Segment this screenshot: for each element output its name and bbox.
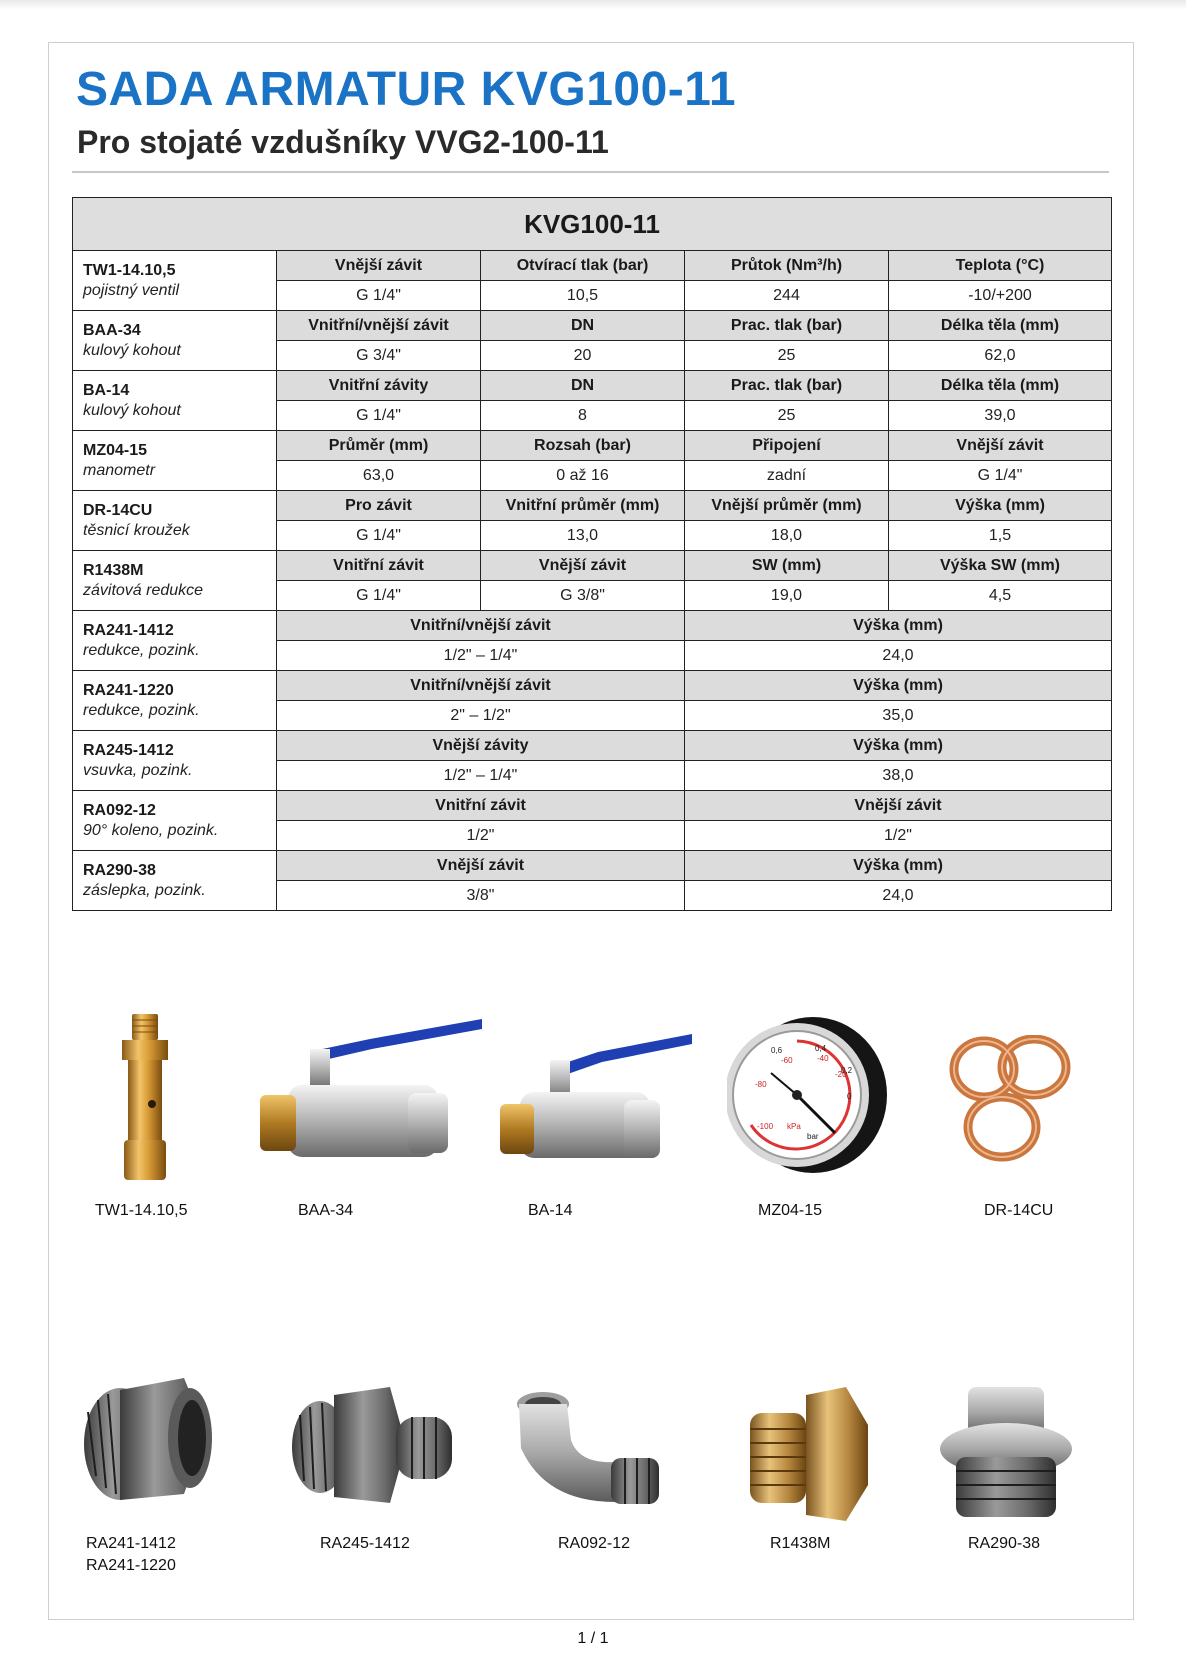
product-manometer [727, 1015, 889, 1177]
item-cell [73, 791, 277, 851]
gauge-tick-0-2: 0,2 [841, 1066, 853, 1075]
value-cell: 39,0 [889, 401, 1112, 431]
item-cell [73, 491, 277, 551]
column-header: Délka těla (mm) [889, 371, 1112, 401]
column-header: Vnější závit [481, 551, 685, 581]
value-cell: 20 [481, 341, 685, 371]
item-code: RA290-38 [83, 861, 156, 879]
value-cell: 10,5 [481, 281, 685, 311]
item-cell [73, 371, 277, 431]
value-cell: 1/2" [685, 821, 1112, 851]
column-header: Délka těla (mm) [889, 311, 1112, 341]
column-header: DN [481, 311, 685, 341]
brass-reducer-icon [746, 1385, 872, 1523]
item-description: manometr [83, 461, 156, 479]
product-reducer-r1438m [746, 1385, 872, 1523]
value-cell: 38,0 [685, 761, 1112, 791]
item-code: TW1-14.10,5 [83, 261, 176, 279]
column-header: Průměr (mm) [277, 431, 481, 461]
item-cell [73, 611, 277, 671]
product-reducer-ra241 [80, 1372, 214, 1512]
value-cell: 24,0 [685, 881, 1112, 911]
value-cell: G 1/4" [277, 281, 481, 311]
table-row [73, 371, 1112, 401]
value-cell: 18,0 [685, 521, 889, 551]
column-header: Vnější závit [685, 791, 1112, 821]
item-description: těsnicí kroužek [83, 521, 190, 539]
gauge-unit-kpa: kPa [787, 1122, 801, 1131]
column-header: DN [481, 371, 685, 401]
column-header: Výška (mm) [889, 491, 1112, 521]
column-header: Výška (mm) [685, 671, 1112, 701]
item-code: DR-14CU [83, 501, 153, 519]
table-row [73, 611, 1112, 641]
value-cell: 63,0 [277, 461, 481, 491]
column-header: Prac. tlak (bar) [685, 311, 889, 341]
column-header: Vnitřní závit [277, 551, 481, 581]
item-description: kulový kohout [83, 401, 181, 419]
gauge-tick-0-6: 0,6 [771, 1046, 783, 1055]
product-label-dr14: DR-14CU [984, 1202, 1054, 1219]
column-header: Pro závit [277, 491, 481, 521]
gauge-tick-60: -60 [781, 1056, 793, 1065]
value-cell: 25 [685, 341, 889, 371]
column-header: Rozsah (bar) [481, 431, 685, 461]
item-cell [73, 311, 277, 371]
table-caption: KVG100-11 [73, 198, 1112, 251]
column-header: Vnější průměr (mm) [685, 491, 889, 521]
page-number: 1 / 1 [577, 1630, 609, 1647]
item-description: 90° koleno, pozink. [83, 821, 219, 839]
item-cell [73, 551, 277, 611]
item-description: kulový kohout [83, 341, 181, 359]
pipe-elbow-icon [515, 1390, 665, 1508]
table-row [73, 851, 1112, 881]
product-label-ra241-1220: RA241-1220 [86, 1557, 176, 1574]
value-cell: 4,5 [889, 581, 1112, 611]
column-header: Vnější závit [889, 431, 1112, 461]
item-code: BA-14 [83, 381, 130, 399]
value-cell: 35,0 [685, 701, 1112, 731]
value-cell: 2" – 1/2" [277, 701, 685, 731]
ball-valve-icon [258, 1015, 484, 1169]
value-cell: 8 [481, 401, 685, 431]
value-cell: 1/2" – 1/4" [277, 761, 685, 791]
value-cell: G 3/8" [481, 581, 685, 611]
value-cell: 1/2" [277, 821, 685, 851]
value-cell: 244 [685, 281, 889, 311]
pressure-gauge-icon [727, 1015, 889, 1177]
table-row [73, 311, 1112, 341]
gauge-tick-80: -80 [755, 1080, 767, 1089]
table-row [73, 431, 1112, 461]
product-label-ra241-1412: RA241-1412 [86, 1535, 176, 1552]
column-header: Výška (mm) [685, 611, 1112, 641]
column-header: Teplota (°C) [889, 251, 1112, 281]
column-header: SW (mm) [685, 551, 889, 581]
value-cell: -10/+200 [889, 281, 1112, 311]
specs-table [72, 197, 1112, 911]
column-header: Výška (mm) [685, 731, 1112, 761]
table-row [73, 491, 1112, 521]
column-header: Vnitřní/vnější závit [277, 671, 685, 701]
table-caption-row [73, 198, 1112, 251]
top-shadow-band [0, 0, 1186, 10]
value-cell: 1/2" – 1/4" [277, 641, 685, 671]
column-header: Vnitřní závit [277, 791, 685, 821]
item-description: redukce, pozink. [83, 701, 200, 719]
copper-ring-icon [946, 1035, 1074, 1163]
item-cell [73, 671, 277, 731]
item-cell [73, 251, 277, 311]
item-code: BAA-34 [83, 321, 141, 339]
gauge-tick-100: -100 [757, 1122, 774, 1131]
item-description: záslepka, pozink. [83, 881, 206, 899]
item-code: RA245-1412 [83, 741, 174, 759]
product-label-ba14: BA-14 [528, 1202, 573, 1219]
column-header: Vnější závity [277, 731, 685, 761]
column-header: Vnější závit [277, 251, 481, 281]
item-description: vsuvka, pozink. [83, 761, 193, 779]
value-cell: G 1/4" [277, 521, 481, 551]
table-row [73, 251, 1112, 281]
product-label-ra092: RA092-12 [558, 1535, 631, 1552]
value-cell: 13,0 [481, 521, 685, 551]
product-sealing-rings [946, 1035, 1074, 1163]
column-header: Vnější závit [277, 851, 685, 881]
ball-valve-small-icon [498, 1030, 694, 1168]
product-label-ra245: RA245-1412 [320, 1535, 410, 1552]
value-cell: G 1/4" [277, 581, 481, 611]
page-subtitle: Pro stojaté vzdušníky VVG2-100-11 [77, 124, 609, 160]
column-header: Připojení [685, 431, 889, 461]
value-cell: G 1/4" [277, 401, 481, 431]
safety-valve-icon [110, 1012, 180, 1184]
table-row [73, 671, 1112, 701]
value-cell: G 1/4" [889, 461, 1112, 491]
column-header: Vnitřní/vnější závit [277, 611, 685, 641]
item-code: R1438M [83, 561, 144, 579]
product-elbow-ra092 [515, 1390, 665, 1508]
column-header: Prac. tlak (bar) [685, 371, 889, 401]
value-cell: 0 až 16 [481, 461, 685, 491]
column-header: Otvírací tlak (bar) [481, 251, 685, 281]
item-cell [73, 431, 277, 491]
table-row [73, 791, 1112, 821]
item-cell [73, 851, 277, 911]
value-cell: 3/8" [277, 881, 685, 911]
value-cell: G 3/4" [277, 341, 481, 371]
product-label-r1438m: R1438M [770, 1535, 831, 1552]
product-label-mz04: MZ04-15 [758, 1202, 823, 1219]
item-code: RA241-1412 [83, 621, 174, 639]
product-label-tw1: TW1-14.10,5 [95, 1202, 188, 1219]
column-header: Vnitřní závity [277, 371, 481, 401]
item-description: pojistný ventil [83, 281, 180, 299]
item-description: redukce, pozink. [83, 641, 200, 659]
product-ball-valve-baa34 [258, 1015, 484, 1169]
product-ball-valve-ba14 [498, 1030, 694, 1168]
value-cell: zadní [685, 461, 889, 491]
column-header: Výška SW (mm) [889, 551, 1112, 581]
item-code: MZ04-15 [83, 441, 148, 459]
item-cell [73, 731, 277, 791]
item-code: RA241-1220 [83, 681, 174, 699]
page-title: SADA ARMATUR KVG100-11 [76, 63, 737, 116]
value-cell: 24,0 [685, 641, 1112, 671]
value-cell: 25 [685, 401, 889, 431]
product-label-baa34: BAA-34 [298, 1202, 354, 1219]
column-header: Vnitřní/vnější závit [277, 311, 481, 341]
pipe-reducer-icon [80, 1372, 214, 1512]
gauge-tick-20: -20 [835, 1070, 847, 1079]
product-label-ra290: RA290-38 [968, 1535, 1041, 1552]
product-nipple-ra245 [290, 1385, 456, 1507]
column-header: Výška (mm) [685, 851, 1112, 881]
item-description: závitová redukce [83, 581, 204, 599]
gauge-unit-bar: bar [807, 1132, 819, 1141]
gauge-tick-0-4: 0,4 [815, 1044, 827, 1053]
gauge-tick-0: 0 [847, 1092, 852, 1101]
column-header: Průtok (Nm³/h) [685, 251, 889, 281]
table-row [73, 731, 1112, 761]
pipe-plug-icon [938, 1385, 1074, 1521]
title-divider [72, 171, 1109, 173]
table-row [73, 551, 1112, 581]
item-code: RA092-12 [83, 801, 156, 819]
value-cell: 1,5 [889, 521, 1112, 551]
product-safety-valve [110, 1012, 180, 1184]
product-plug-ra290 [938, 1385, 1074, 1521]
value-cell: 62,0 [889, 341, 1112, 371]
hex-nipple-icon [290, 1385, 456, 1507]
gauge-tick-40: -40 [817, 1054, 829, 1063]
value-cell: 19,0 [685, 581, 889, 611]
column-header: Vnitřní průměr (mm) [481, 491, 685, 521]
